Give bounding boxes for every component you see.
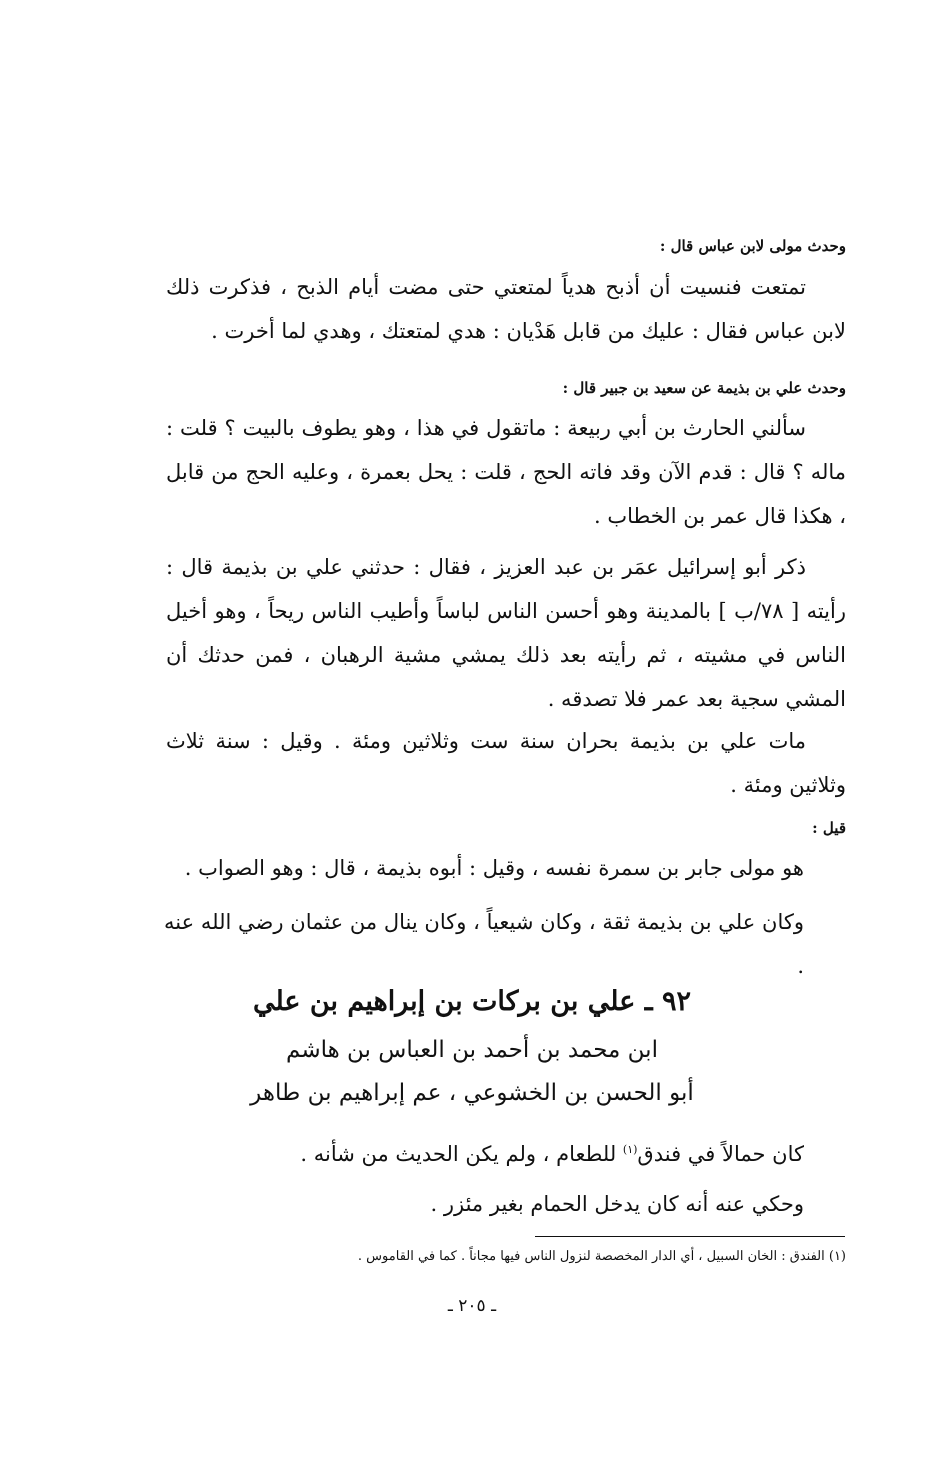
narrator-heading-1: وحدث مولى لابن عباس قال : [659, 237, 846, 255]
bio-line-1-end: للطعام ، ولم يكن الحديث من شأنه . [300, 1142, 623, 1166]
paragraph-2: سألني الحارث بن أبي ربيعة : ماتقول في هذا ، وهو يطوف بالبيت ؟ قلت : ماله ؟ قال : قدم الآن وقد فاته الحج ، قلت : يحل بعمرة ، وعليه الحج من قابل ، هكذا قال عمر بن الخطاب . [166, 416, 846, 528]
entry-title: ٩٢ ـ علي بن بركات بن إبراهيم بن علي [252, 986, 692, 1017]
bio-line-2: وحكي عنه أنه كان يدخل الحمام بغير مئزر . [430, 1192, 804, 1216]
bio-line-1-start: كان حمالاً في فندق [637, 1142, 804, 1166]
qila-label: قيل : [812, 819, 846, 837]
footnote-divider [535, 1236, 845, 1237]
paragraph-3: ذكر أبو إسرائيل عمَر بن عبد العزيز ، فقال : حدثني علي بن بذيمة قال : رأيته [ ٧٨/ب ] بالمدينة وهو أحسن الناس لباساً وأطيب الناس ريحاً ، وهو أخيل الناس في مشيته ، ثم رأيته بعد ذلك يمشي مشية الرهبان ، فمن حدثك أن المشي سجية بعد عمر فلا تصدقه . [166, 555, 846, 711]
entry-kunya: أبو الحسن بن الخشوعي ، عم إبراهيم بن طاهر [250, 1080, 694, 1106]
paragraph-1: تمتعت فنسيت أن أذبح هدياً لمتعتي حتى مضت أيام الذبح ، فذكرت ذلك لابن عباس فقال : عليك من قابل هَدْيان : هدي لمتعتك ، وهدي لما أخرت . [166, 275, 846, 343]
entry-lineage: ابن محمد بن أحمد بن العباس بن هاشم [286, 1037, 658, 1063]
page-number: ـ ٢٠٥ ـ [447, 1296, 497, 1316]
qila-line-1: هو مولى جابر بن سمرة نفسه ، وقيل : أبوه بذيمة ، قال : وهو الصواب . [184, 856, 804, 880]
qila-line-2: وكان علي بن بذيمة ثقة ، وكان شيعياً ، وكان ينال من عثمان رضي الله عنه . [164, 910, 804, 978]
bio-line-1 [164, 1128, 804, 1176]
narrator-heading-2: وحدث علي بن بذيمة عن سعيد بن جبير قال : [562, 379, 846, 397]
paragraph-4: مات علي بن بذيمة بحران سنة ست وثلاثين ومئة . وقيل : سنة ثلاث وثلاثين ومئة . [166, 729, 846, 797]
footnote-marker: (١) [622, 1143, 638, 1156]
footnote-text: (١) الفندق : الخان السبيل ، أي الدار المخصصة لنزول الناس فيها مجاناً . كما في القاموس . [357, 1249, 846, 1264]
